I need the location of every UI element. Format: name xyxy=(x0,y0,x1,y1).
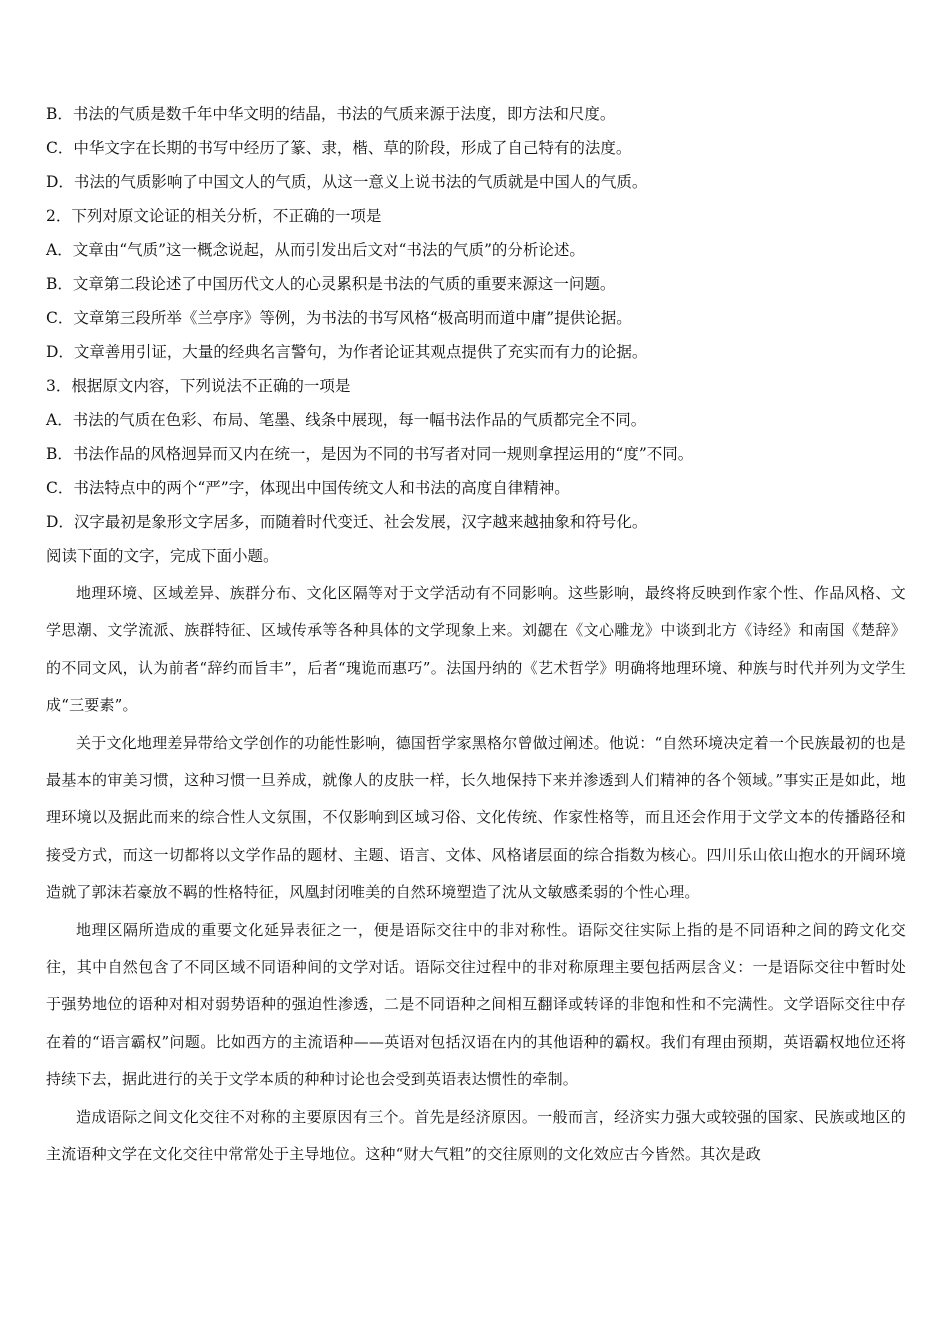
option-d-q1: D．书法的气质影响了中国文人的气质，从这一意义上说书法的气质就是中国人的气质。 xyxy=(46,173,648,191)
option-d-q3: D．汉字最初是象形文字居多，而随着时代变迁、社会发展，汉字越来越抽象和符号化。 xyxy=(46,513,648,531)
passage-paragraph-4: 造成语际之间文化交往不对称的主要原因有三个。首先是经济原因。一般而言，经济实力强大或较强的国家、民族或地区的主流语种文学在文化交往中常常处于主导地位。这种“财大气粗”的交往原则的文化效应古今皆然。其次是政 xyxy=(46,1107,906,1164)
option-d-q2: D．文章善用引证，大量的经典名言警句，为作者论证其观点提供了充实而有力的论据。 xyxy=(46,343,648,361)
option-b-q2: B．文章第二段论述了中国历代文人的心灵累积是书法的气质的重要来源这一问题。 xyxy=(46,275,616,293)
option-c-q3: C．书法特点中的两个“严”字，体现出中国传统文人和书法的高度自律精神。 xyxy=(46,479,570,497)
option-a-q2: A．文章由“气质”这一概念说起，从而引发出后文对“书法的气质”的分析论述。 xyxy=(46,241,585,259)
question-2-stem: 2．下列对原文论证的相关分析，不正确的一项是 xyxy=(46,207,382,225)
option-b-q1: B．书法的气质是数千年中华文明的结晶，书法的气质来源于法度，即方法和尺度。 xyxy=(46,105,616,123)
reading-passage xyxy=(46,575,906,1174)
option-b-q3: B．书法作品的风格迥异而又内在统一，是因为不同的书写者对同一规则拿捏运用的“度”不同。 xyxy=(46,445,694,463)
reading-instruction: 阅读下面的文字，完成下面小题。 xyxy=(46,547,279,565)
passage-paragraph-1: 地理环境、区域差异、族群分布、文化区隔等对于文学活动有不同影响。这些影响，最终将反映到作家个性、作品风格、文学思潮、文学流派、族群特征、区域传承等各种具体的文学现象上来。刘勰在《文心雕龙》中谈到北方《诗经》和南国《楚辞》的不同文风，认为前者“辞约而旨丰”，后者“瑰诡而惠巧”。法国丹纳的《艺术哲学》明确将地理环境、种族与时代并列为文学生成“三要素”。 xyxy=(46,584,906,715)
option-c-q2: C．文章第三段所举《兰亭序》等例，为书法的书写风格“极高明而道中庸”提供论据。 xyxy=(46,309,632,327)
option-c-q1: C．中华文字在长期的书写中经历了篆、隶，楷、草的阶段，形成了自己特有的法度。 xyxy=(46,139,632,157)
question-3-stem: 3．根据原文内容，下列说法不正确的一项是 xyxy=(46,377,351,395)
option-a-q3: A．书法的气质在色彩、布局、笔墨、线条中展现，每一幅书法作品的气质都完全不同。 xyxy=(46,411,647,429)
passage-paragraph-2: 关于文化地理差异带给文学创作的功能性影响，德国哲学家黑格尔曾做过阐述。他说：“自然环境决定着一个民族最初的也是最基本的审美习惯，这种习惯一旦养成，就像人的皮肤一样，长久地保持下来并渗透到人们精神的各个领域。”事实正是如此，地理环境以及据此而来的综合性人文氛围，不仅影响到区域习俗、文化传统、作家性格等，而且还会作用于文学文本的传播路径和接受方式，而这一切都将以文学作品的题材、主题、语言、文体、风格诸层面的综合指数为核心。四川乐山依山抱水的开阔环境造就了郭沫若豪放不羁的性格特征，风凰封闭唯美的自然环境塑造了沈从文敏感柔弱的个性心理。 xyxy=(46,733,906,902)
passage-paragraph-3: 地理区隔所造成的重要文化延异表征之一，便是语际交往中的非对称性。语际交往实际上指的是不同语种之间的跨文化交往，其中自然包含了不同区域不同语种间的文学对话。语际交往过程中的非对称原理主要包括两层含义：一是语际交往中暂时处于强势地位的语种对相对弱势语种的强迫性渗透，二是不同语种之间相互翻译或转译的非饱和性和不完满性。文学语际交往中存在着的“语言霸权”问题。比如西方的主流语种——英语对包括汉语在内的其他语种的霸权。我们有理由预期，英语霸权地位还将持续下去，据此进行的关于文学本质的种种讨论也会受到英语表达惯性的牵制。 xyxy=(46,920,906,1089)
